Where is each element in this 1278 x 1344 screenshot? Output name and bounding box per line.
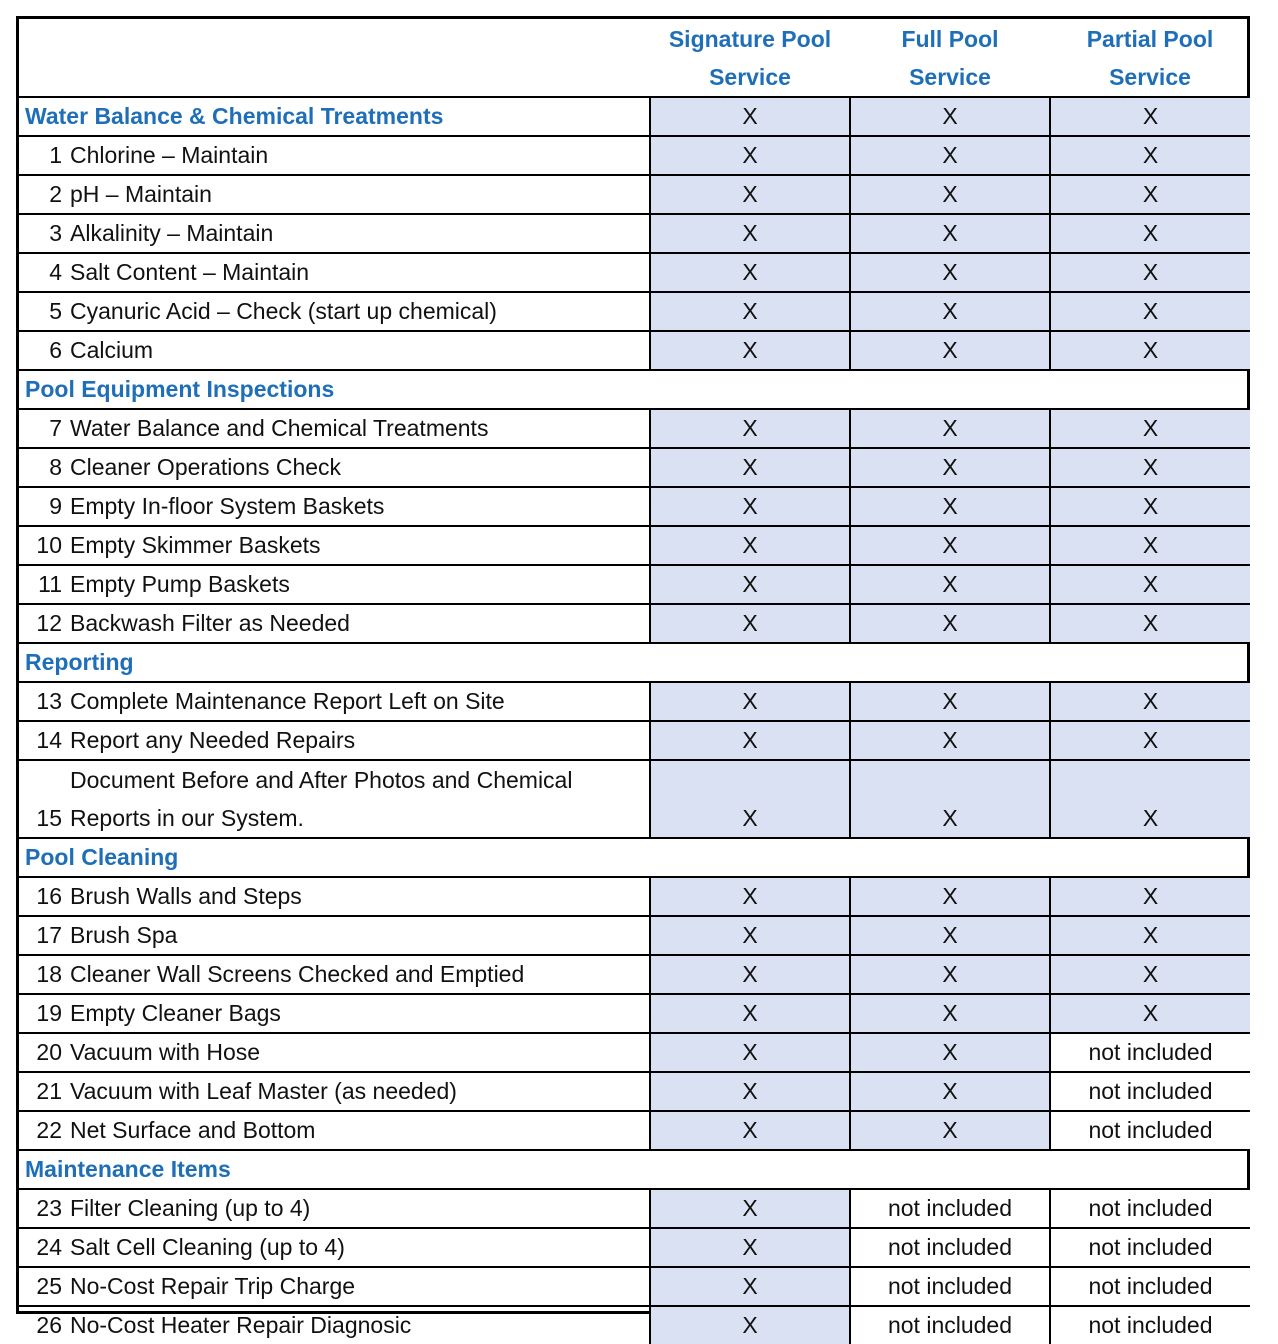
included-mark: X — [650, 1306, 850, 1344]
service-comparison-table — [19, 19, 1250, 1344]
included-mark: X — [850, 448, 1050, 487]
not-included-label: not included — [850, 1306, 1050, 1344]
included-mark: X — [850, 760, 1050, 838]
table-row — [19, 448, 1250, 487]
included-mark: X — [650, 604, 850, 643]
included-mark: X — [650, 526, 850, 565]
table-row — [19, 994, 1250, 1033]
section-title: Pool Cleaning — [19, 838, 1250, 877]
included-mark: X — [850, 214, 1050, 253]
not-included-label: not included — [1050, 1267, 1250, 1306]
included-mark: X — [1050, 760, 1250, 838]
section-mark-cell: X — [850, 97, 1050, 136]
included-mark: X — [850, 721, 1050, 760]
row-label: Salt Content – Maintain — [70, 253, 650, 292]
row-number: 1 — [19, 136, 70, 175]
row-number: 10 — [19, 526, 70, 565]
row-label: Vacuum with Leaf Master (as needed) — [70, 1072, 650, 1111]
row-number: 16 — [19, 877, 70, 916]
row-number: 21 — [19, 1072, 70, 1111]
section-mark-cell: X — [650, 97, 850, 136]
included-mark: X — [1050, 526, 1250, 565]
included-mark: X — [650, 409, 850, 448]
table-row — [19, 136, 1250, 175]
row-number: 3 — [19, 214, 70, 253]
included-mark: X — [850, 331, 1050, 370]
included-mark: X — [1050, 175, 1250, 214]
included-mark: X — [1050, 253, 1250, 292]
row-label: Brush Walls and Steps — [70, 877, 650, 916]
row-label: Vacuum with Hose — [70, 1033, 650, 1072]
included-mark: X — [650, 721, 850, 760]
row-number: 5 — [19, 292, 70, 331]
not-included-label: not included — [1050, 1072, 1250, 1111]
included-mark: X — [650, 682, 850, 721]
not-included-label: not included — [850, 1267, 1050, 1306]
table-row — [19, 409, 1250, 448]
row-number: 14 — [19, 721, 70, 760]
row-number: 23 — [19, 1189, 70, 1228]
not-included-label: not included — [1050, 1189, 1250, 1228]
row-number: 22 — [19, 1111, 70, 1150]
included-mark: X — [650, 331, 850, 370]
section-title: Pool Equipment Inspections — [19, 370, 1250, 409]
included-mark: X — [1050, 682, 1250, 721]
included-mark: X — [650, 565, 850, 604]
row-label: Report any Needed Repairs — [70, 721, 650, 760]
included-mark: X — [1050, 916, 1250, 955]
not-included-label: not included — [1050, 1033, 1250, 1072]
table-row — [19, 1228, 1250, 1267]
row-label: Backwash Filter as Needed — [70, 604, 650, 643]
included-mark: X — [850, 175, 1050, 214]
included-mark: X — [650, 760, 850, 838]
row-label: Filter Cleaning (up to 4) — [70, 1189, 650, 1228]
included-mark: X — [850, 1033, 1050, 1072]
row-label: Water Balance and Chemical Treatments — [70, 409, 650, 448]
table-row — [19, 331, 1250, 370]
included-mark: X — [1050, 721, 1250, 760]
row-number: 15 — [19, 760, 70, 838]
table-row — [19, 955, 1250, 994]
included-mark: X — [850, 955, 1050, 994]
included-mark: X — [850, 292, 1050, 331]
row-label: No-Cost Repair Trip Charge — [70, 1267, 650, 1306]
included-mark: X — [650, 1189, 850, 1228]
included-mark: X — [1050, 604, 1250, 643]
table-row — [19, 1033, 1250, 1072]
table-row — [19, 1306, 1250, 1344]
header-partial-pool-service — [1050, 19, 1250, 97]
included-mark: X — [650, 1033, 850, 1072]
row-label: Brush Spa — [70, 916, 650, 955]
row-number: 19 — [19, 994, 70, 1033]
included-mark: X — [850, 1072, 1050, 1111]
included-mark: X — [650, 253, 850, 292]
not-included-label: not included — [850, 1189, 1050, 1228]
row-number: 24 — [19, 1228, 70, 1267]
table-row — [19, 1111, 1250, 1150]
row-label: Empty Pump Baskets — [70, 565, 650, 604]
table-row — [19, 292, 1250, 331]
included-mark: X — [650, 1267, 850, 1306]
included-mark: X — [1050, 448, 1250, 487]
table-row — [19, 526, 1250, 565]
included-mark: X — [650, 877, 850, 916]
not-included-label: not included — [1050, 1111, 1250, 1150]
row-label: Cyanuric Acid – Check (start up chemical) — [70, 292, 650, 331]
included-mark: X — [650, 214, 850, 253]
included-mark: X — [650, 487, 850, 526]
included-mark: X — [1050, 565, 1250, 604]
table-row — [19, 214, 1250, 253]
row-number: 20 — [19, 1033, 70, 1072]
header-full-line1: Full Pool — [901, 26, 999, 52]
not-included-label: not included — [1050, 1306, 1250, 1344]
table-row — [19, 487, 1250, 526]
row-number: 4 — [19, 253, 70, 292]
row-number: 9 — [19, 487, 70, 526]
included-mark: X — [850, 916, 1050, 955]
row-number: 13 — [19, 682, 70, 721]
row-number: 7 — [19, 409, 70, 448]
row-label: Empty Skimmer Baskets — [70, 526, 650, 565]
included-mark: X — [1050, 136, 1250, 175]
row-label: Document Before and After Photos and Chemical Reports in our System. — [70, 760, 650, 838]
included-mark: X — [650, 175, 850, 214]
header-signature-line1: Signature Pool — [668, 26, 832, 52]
row-label: Complete Maintenance Report Left on Site — [70, 682, 650, 721]
table-row — [19, 253, 1250, 292]
row-number: 26 — [36, 1312, 62, 1338]
table-row — [19, 916, 1250, 955]
header-blank-cell — [19, 19, 650, 97]
section-header-row — [19, 97, 1250, 136]
included-mark: X — [850, 994, 1050, 1033]
included-mark: X — [850, 1111, 1050, 1150]
included-mark: X — [850, 409, 1050, 448]
included-mark: X — [850, 487, 1050, 526]
section-mark-cell: X — [1050, 97, 1250, 136]
included-mark: X — [1050, 214, 1250, 253]
row-number: 2 — [19, 175, 70, 214]
row-number: 18 — [19, 955, 70, 994]
header-partial-line2: Service — [1109, 64, 1191, 90]
included-mark: X — [850, 682, 1050, 721]
row-label: Net Surface and Bottom — [70, 1111, 650, 1150]
row-label: Salt Cell Cleaning (up to 4) — [70, 1228, 650, 1267]
row-label: Cleaner Operations Check — [70, 448, 650, 487]
table-row — [19, 175, 1250, 214]
header-row — [19, 19, 1250, 97]
header-full-line2: Service — [909, 64, 991, 90]
included-mark: X — [650, 916, 850, 955]
row-number: 11 — [19, 565, 70, 604]
included-mark: X — [850, 877, 1050, 916]
row-label: Alkalinity – Maintain — [70, 214, 650, 253]
table-row — [19, 565, 1250, 604]
table-row — [19, 604, 1250, 643]
included-mark: X — [1050, 955, 1250, 994]
included-mark: X — [1050, 994, 1250, 1033]
included-mark: X — [850, 526, 1050, 565]
row-label: pH – Maintain — [70, 175, 650, 214]
row-number: 12 — [19, 604, 70, 643]
section-title: Water Balance & Chemical Treatments — [19, 97, 650, 136]
row-label: Chlorine – Maintain — [70, 136, 650, 175]
row-number: 25 — [19, 1267, 70, 1306]
table-row — [19, 877, 1250, 916]
included-mark: X — [1050, 409, 1250, 448]
included-mark: X — [850, 565, 1050, 604]
row-label: Cleaner Wall Screens Checked and Emptied — [70, 955, 650, 994]
included-mark: X — [850, 604, 1050, 643]
included-mark: X — [1050, 292, 1250, 331]
table-row — [19, 1267, 1250, 1306]
row-label: Empty Cleaner Bags — [70, 994, 650, 1033]
section-title: Reporting — [19, 643, 1250, 682]
row-number: 8 — [19, 448, 70, 487]
table-row — [19, 1072, 1250, 1111]
included-mark: X — [850, 253, 1050, 292]
header-signature-pool-service — [650, 19, 850, 97]
row-label: Calcium — [70, 331, 650, 370]
section-title: Maintenance Items — [19, 1150, 1250, 1189]
included-mark: X — [850, 136, 1050, 175]
row-number: 17 — [19, 916, 70, 955]
table-row — [19, 682, 1250, 721]
not-included-label: not included — [1050, 1228, 1250, 1267]
row-number: 6 — [19, 331, 70, 370]
row-label: Empty In-floor System Baskets — [70, 487, 650, 526]
section-header-row — [19, 370, 1250, 409]
not-included-label: not included — [850, 1228, 1050, 1267]
included-mark: X — [650, 292, 850, 331]
header-partial-line1: Partial Pool — [1086, 26, 1214, 52]
included-mark: X — [1050, 487, 1250, 526]
header-full-pool-service — [850, 19, 1050, 97]
table-row — [19, 721, 1250, 760]
row-label: No-Cost Heater Repair Diagnosic — [70, 1312, 412, 1338]
included-mark: X — [650, 1072, 850, 1111]
section-header-row — [19, 838, 1250, 877]
included-mark: X — [650, 448, 850, 487]
table-row — [19, 760, 1250, 838]
included-mark: X — [650, 136, 850, 175]
included-mark: X — [1050, 877, 1250, 916]
table-row — [19, 1189, 1250, 1228]
service-comparison-sheet — [16, 16, 1250, 1338]
included-mark: X — [650, 1228, 850, 1267]
included-mark: X — [650, 1111, 850, 1150]
section-header-row — [19, 643, 1250, 682]
included-mark: X — [1050, 331, 1250, 370]
included-mark: X — [650, 994, 850, 1033]
included-mark: X — [650, 955, 850, 994]
section-header-row — [19, 1150, 1250, 1189]
header-signature-line2: Service — [709, 64, 791, 90]
